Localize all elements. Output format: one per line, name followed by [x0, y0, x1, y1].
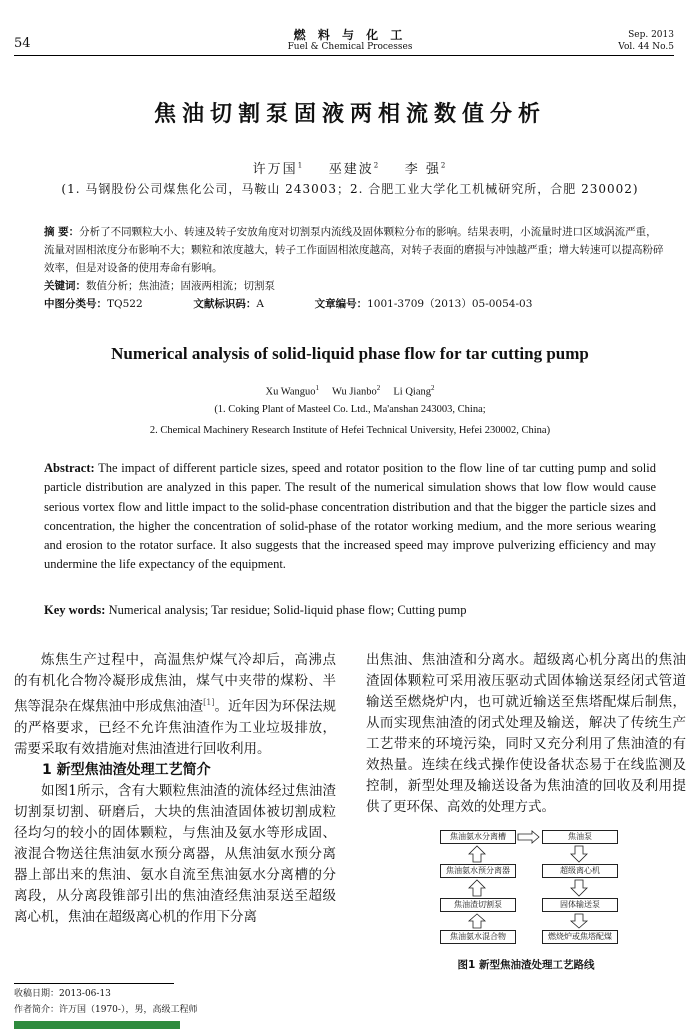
paper-title-en: Numerical analysis of solid-liquid phase flow for tar cutting pump [111, 344, 589, 363]
box-tar-pump: 焦油泵 [542, 830, 618, 844]
author-3-en-affil: 2 [430, 384, 435, 392]
box-tar-ammonia-separation-tank: 焦油氨水分离槽 [440, 830, 516, 844]
author-2-en-affil: 2 [376, 384, 381, 392]
intro-text-a: 炼焦生产过程中，高温焦炉煤气冷却后，高沸点的有机化合物冷凝形成焦油，煤气中夹带的煤粉、半焦等混杂在煤焦油中形成焦油渣 [14, 652, 336, 715]
citation-1[interactable]: [1] [203, 698, 215, 707]
box-solid-conveying-pump: 固体输送泵 [542, 898, 618, 912]
abstract-cn [44, 223, 664, 313]
author-3-affil: 2 [440, 161, 448, 170]
author-2-cn: 巫建波 [328, 162, 374, 177]
footer-color-bar [14, 1021, 180, 1029]
footnote-received-date: 收稿日期：2013-06-13 [14, 989, 111, 999]
page-number: 54 [14, 36, 31, 51]
journal-name-cn: 燃 料 与 化 工 [293, 28, 407, 42]
footnote-author-bio: 作者简介：许万国（1970-），男，高级工程师 [14, 1005, 198, 1015]
doc-code-value: A [256, 298, 264, 310]
keywords-en [44, 603, 656, 618]
box-super-centrifuge: 超级离心机 [542, 864, 618, 878]
author-3-en: Li Qiang [393, 386, 431, 398]
right-paragraph: 出焦油、焦油渣和分离水。超级离心机分离出的焦油渣固体颗粒可采用液压驱动式固体输送泵经闭式管道输送至燃烧炉内，也可就近输送至焦塔配煤后制焦，从而实现焦油渣的闭式处理及输送，解决了传统生产工艺带来的环境污染，同时又充分利用了焦油渣的有效热量。连续在线式操作使设备状态易于在线监测及控制，新型处理及输送设备为焦油渣的回收及利用提供了更环保、高效的处理方式。 [366, 652, 686, 815]
body-left-column [14, 650, 336, 928]
article-number-value: 1001-3709（2013）05-0054-03 [367, 298, 533, 310]
body-right-column [366, 650, 686, 818]
section-1-paragraph: 如图1所示，含有大颗粒焦油渣的流体经过焦油渣切割泵切割、研磨后，大块的焦油渣固体被切割成粒径均匀的较小的固体颗粒，与焦油及氨水等形成固、液混合物送往焦油氨水预分离器，从焦油氨水预分离器上部出来的焦油、氨水自流至焦油氨水分离槽的分离段，从分离段锥部引出的焦油渣经焦油泵送至超级离心机，焦油在超级离心机的作用下分离 [14, 782, 336, 925]
clc-value: TQ522 [107, 298, 143, 310]
flow-arrows-icon [420, 830, 620, 945]
abstract-cn-label: 摘 要： [44, 226, 80, 238]
box-tar-residue-cutting-pump: 焦油渣切割泵 [440, 898, 516, 912]
doc-code-label: 文献标识码： [193, 298, 257, 310]
keywords-cn [44, 277, 664, 295]
figure-1-diagram [420, 830, 620, 945]
abstract-cn-text: 分析了不同颗粒大小、转速及转子安放角度对切割泵内流线及固体颗粒分布的影响。结果表明，小流量时进口区域涡流严重，流量对固相浓度分布影响不大；颗粒和浓度越大，转子工作面固相浓度越高，对转子表面的磨损与冲蚀越严重；增大转速可以提高粉碎效率，但是对设备的使用寿命有影响。 [44, 226, 664, 274]
affiliation-en-1: (1. Coking Plant of Masteel Co. Ltd., Ma'anshan 243003, China; [214, 404, 486, 415]
abstract-en-label: Abstract: [44, 461, 95, 475]
affiliation-en-2: 2. Chemical Machinery Research Institute of Hefei Technical University, Hefei 230002, China) [149, 425, 551, 436]
journal-name-en: Fuel & Chemical Processes [287, 42, 413, 52]
author-1-en-affil: 1 [315, 384, 320, 392]
keywords-cn-label: 关键词： [44, 280, 86, 292]
section-1-heading: 1 新型焦油渣处理工艺简介 [42, 761, 211, 778]
authors-cn [0, 158, 700, 177]
affiliation-cn: (1. 马钢股份公司煤焦化公司，马鞍山 243003；2. 合肥工业大学化工机械研究所，合肥 230002) [61, 182, 639, 196]
author-1-affil: 1 [297, 161, 305, 170]
issue-volume: Vol. 44 No.5 [618, 42, 674, 52]
abstract-cn-body [44, 223, 664, 277]
footnote-rule [14, 983, 174, 984]
box-furnace-or-coal-blending: 燃烧炉或焦塔配煤 [542, 930, 618, 944]
issue-date: Sep. 2013 [628, 30, 674, 40]
author-1-cn: 许万国 [252, 162, 298, 177]
clc-label: 中图分类号： [44, 298, 107, 310]
author-2-en: Wu Jianbo [331, 386, 377, 398]
abstract-en [44, 459, 656, 575]
author-3-cn: 李 强 [404, 162, 441, 177]
header-rule [14, 55, 674, 56]
keywords-cn-text: 数值分析；焦油渣；固液两相流；切割泵 [86, 280, 275, 292]
figure-1-caption: 图1 新型焦油渣处理工艺路线 [457, 959, 595, 971]
paper-title-cn: 焦油切割泵固液两相流数值分析 [153, 102, 546, 127]
classification-line [44, 295, 664, 313]
author-2-affil: 2 [373, 161, 381, 170]
article-number-label: 文章编号： [314, 298, 368, 310]
intro-text-b: 。近年因为环保法规的严格要求，已经不允许焦油渣作为工业垃圾排放，需要采取有效措施对焦油渣进行回收利用。 [14, 698, 337, 757]
authors-en [0, 384, 700, 398]
box-tar-ammonia-mixture: 焦油氨水混合物 [440, 930, 516, 944]
keywords-en-text: Numerical analysis; Tar residue; Solid-liquid phase flow; Cutting pump [108, 603, 467, 617]
abstract-en-text: The impact of different particle sizes, speed and rotator position to the flow line of tar cutting pump and solid particle distribution are analyzed in this paper. The result of the numerical simulation shows that low flow would cause serious vortex flow and little impact to the solid-phase concentration distribution and that the bigger the particle sizes and concentration, the higher the concentration of solid-phase of the rotator working medium, and the more serious wearing and erosion to the rotator surface. It also suggests that the increased speed may improve pulverizing efficiency and may undermine the life expectancy of the equipment. [44, 461, 656, 572]
intro-paragraph [14, 650, 336, 760]
box-tar-ammonia-preseparator: 焦油氨水预分离器 [440, 864, 516, 878]
author-1-en: Xu Wanguo [265, 386, 316, 398]
keywords-en-label: Key words: [44, 603, 106, 617]
